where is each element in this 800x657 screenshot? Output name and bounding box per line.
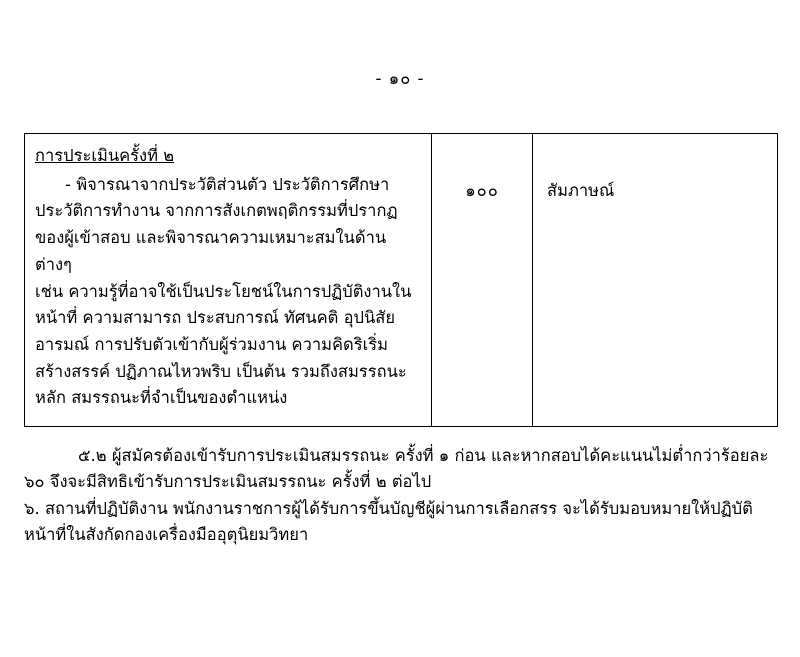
score-value: ๑๐๐ [465,181,499,200]
body-paragraphs [24,443,780,549]
clause-5-2-line-1: ๕.๒ ผู้สมัครต้องเข้ารับการประเมินสมรรถนะ ครั้งที่ ๑ ก่อน และหากสอบได้คะแนนไม่ต่ำกว่าร้อยละ [78,446,769,465]
paragraph-clause-6 [24,496,780,549]
description-line-3: ของผู้เข้าสอบ และพิจารณาความเหมาะสมในด้านต่างๆ [35,228,387,274]
method-value: สัมภาษณ์ [547,181,615,200]
cell-method [533,134,778,427]
description-line-6: อารมณ์ การปรับตัวเข้ากับผู้ร่วมงาน ความคิดริเริ่ม [35,335,388,355]
description-line-7: สร้างสรรค์ ปฏิภาณไหวพริบ เป็นต้น รวมถึงสมรรถนะ [35,361,407,381]
description-line-1: - พิจารณาจากประวัติส่วนตัว ประวัติการศึกษา [65,174,390,194]
page-number: - ๑๐ - [375,69,425,88]
clause-5-2-line-2: ๖๐ จึงจะมีสิทธิเข้ารับการประเมินสมรรถนะ ครั้งที่ ๒ ต่อไป [24,472,432,492]
table-row [25,134,778,427]
description-line-8: หลัก สมรรถนะที่จำเป็นของตำแหน่ง [35,388,288,408]
paragraph-clause-5-2 [24,443,780,496]
description-line-2: ประวัติการทำงาน จากการสังเกตพฤติกรรมที่ปรากฏ [35,201,398,221]
clause-6-line-1: ๖. สถานที่ปฏิบัติงาน พนักงานราชการผู้ได้รับการขึ้นบัญชีผู้ผ่านการเลือกสรร จะได้รับมอบหมายให้ปฏิบัติ [24,498,753,518]
assessment-table [24,133,778,427]
assessment-heading: การประเมินครั้งที่ ๒ [35,146,175,165]
cell-score [432,134,533,427]
clause-6-line-2: หน้าที่ในสังกัดกองเครื่องมืออุตุนิยมวิทยา [24,525,309,545]
cell-description [25,134,432,427]
description-line-5: หน้าที่ ความสามารถ ประสบการณ์ ทัศนคติ อุปนิสัย [35,308,396,328]
description-line-4: เช่น ความรู้ที่อาจใช้เป็นประโยชน์ในการปฏิบัติงานใน [35,281,412,301]
